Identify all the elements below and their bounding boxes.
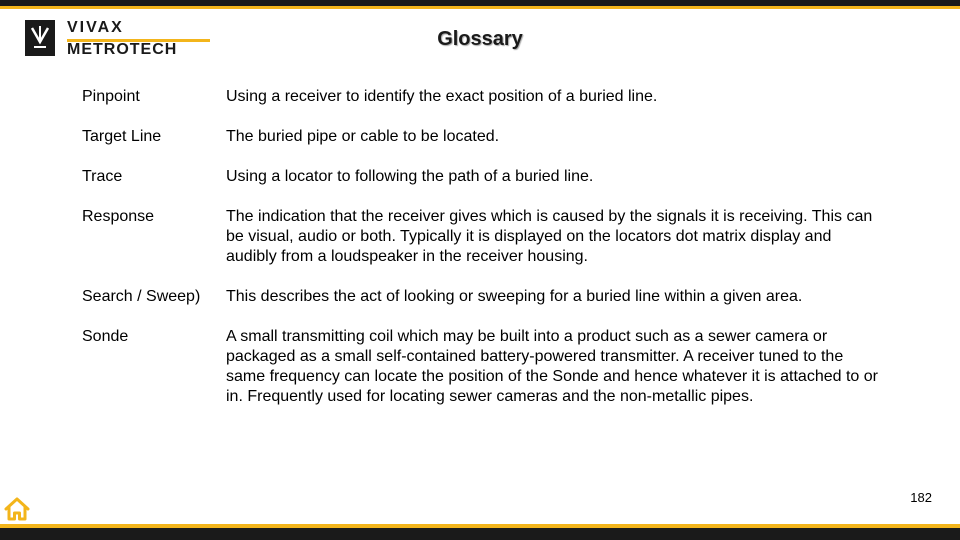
glossary-term: Sonde <box>82 328 129 345</box>
glossary-term: Target Line <box>82 128 162 145</box>
glossary-entry <box>82 167 892 187</box>
glossary-list <box>82 87 892 427</box>
glossary-definition: This describes the act of looking or sweeping for a buried line within a given area. <box>226 288 803 305</box>
page-title: Glossary <box>437 28 523 50</box>
glossary-entry <box>82 287 892 307</box>
glossary-definition: A small transmitting coil which may be built into a product such as a sewer camera or packaged as a small self-contained battery-powered transmitter. A receiver tuned to the same frequency can locate the position of the Sonde and hence whatever it is attached to or in. Frequently used for locating sewer cameras and the non-metallic pipes. <box>226 328 878 405</box>
glossary-entry <box>82 127 892 147</box>
glossary-definition: Using a locator to following the path of a buried line. <box>226 168 594 185</box>
glossary-definition: The buried pipe or cable to be located. <box>226 128 500 145</box>
page-number: 182 <box>910 490 932 505</box>
bottom-bar <box>0 528 960 540</box>
glossary-entry <box>82 327 892 407</box>
glossary-term: Trace <box>82 168 123 185</box>
brand-name-line1: VIVAX <box>67 19 124 36</box>
brand-name-line2: METROTECH <box>67 41 178 58</box>
top-accent-bar <box>0 6 960 9</box>
glossary-term: Response <box>82 208 155 225</box>
glossary-term: Pinpoint <box>82 88 140 105</box>
glossary-entry <box>82 87 892 107</box>
glossary-entry <box>82 207 892 267</box>
glossary-term: Search / Sweep) <box>82 288 201 305</box>
home-icon[interactable] <box>2 494 32 524</box>
glossary-definition: Using a receiver to identify the exact position of a buried line. <box>226 88 658 105</box>
glossary-definition: The indication that the receiver gives which is caused by the signals it is receiving. This can be visual, audio or both. Typically it is displayed on the locators dot matrix display and audibly from a loudspeaker in the receiver housing. <box>226 208 873 265</box>
